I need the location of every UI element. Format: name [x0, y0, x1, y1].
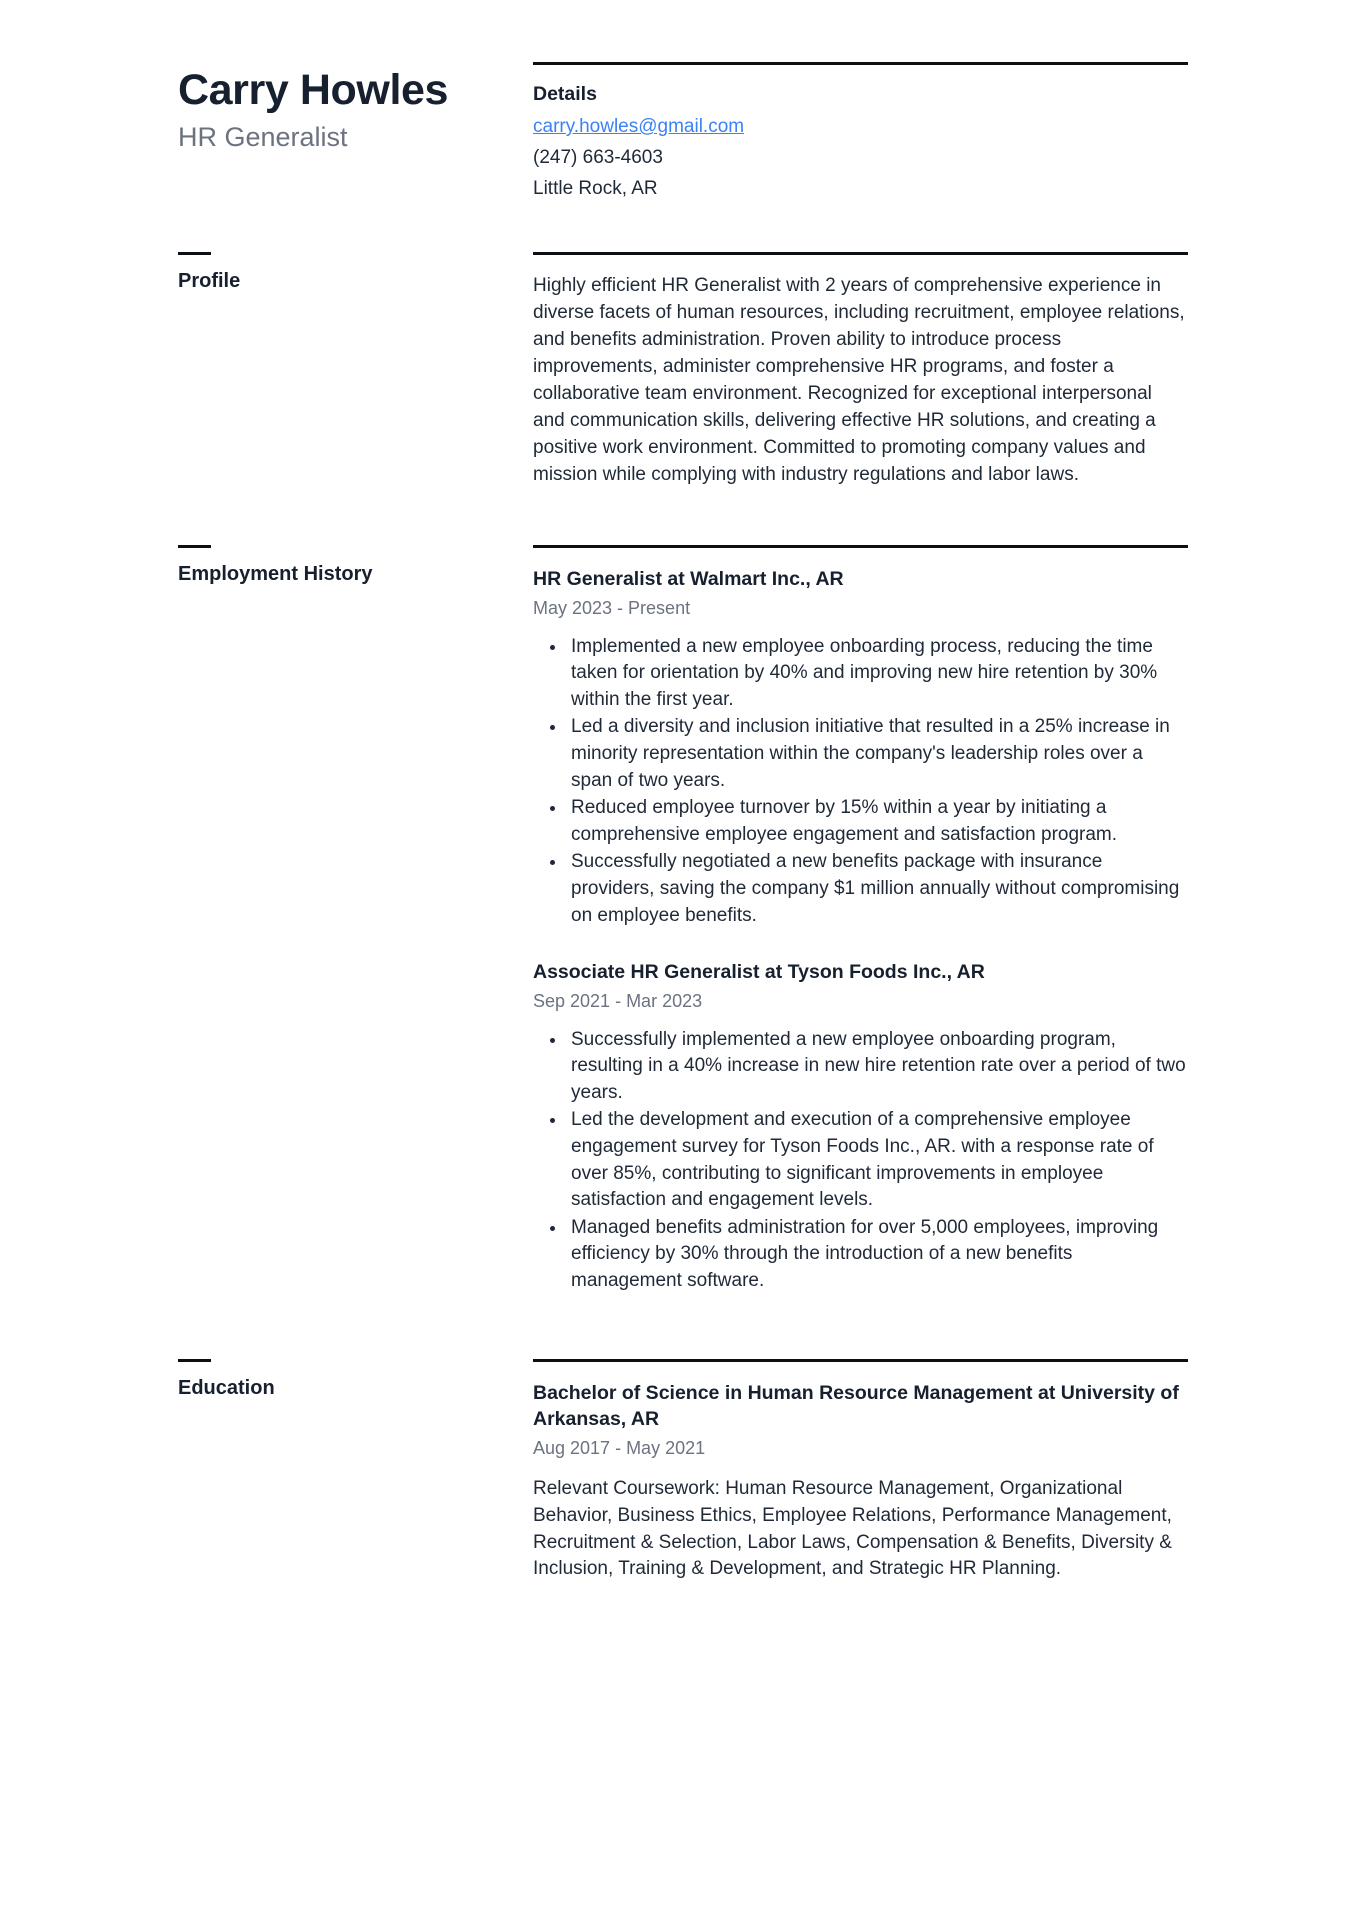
employment-body — [533, 545, 1188, 1299]
employment-label-wrap — [178, 545, 533, 587]
details-location: Little Rock, AR — [533, 177, 658, 199]
list-item: • Successfully implemented a new employee onboarding program, resulting in a 40% increase in new hire retention rate over a period of two years. — [567, 1027, 1188, 1107]
employment-entry-bullets — [533, 1027, 1188, 1295]
profile-label-wrap — [178, 252, 533, 294]
education-rule — [533, 1359, 1188, 1362]
candidate-job-title: HR Generalist — [178, 122, 348, 153]
employment-entry-title: Associate HR Generalist at Tyson Foods Inc., AR — [533, 961, 985, 984]
details-phone: (247) 663-4603 — [533, 146, 663, 168]
list-item: • Managed benefits administration for over 5,000 employees, improving efficiency by 30% through the introduction of a new benefits management software. — [567, 1215, 1188, 1295]
details-column — [533, 62, 1188, 204]
education-section — [178, 1359, 1188, 1588]
employment-entry-bullets — [533, 634, 1188, 930]
profile-section-label: Profile — [178, 270, 241, 293]
education-entry — [533, 1380, 1188, 1584]
list-item: • Implemented a new employee onboarding process, reducing the time taken for orientation by 40% and improving new hire retention by 30% within the first year. — [567, 634, 1188, 714]
email-link[interactable]: carry.howles@gmail.com — [533, 116, 745, 137]
details-block — [533, 83, 1188, 204]
employment-section-label: Employment History — [178, 563, 373, 586]
details-heading: Details — [533, 83, 597, 105]
education-label-wrap — [178, 1359, 533, 1401]
section-dash-icon — [178, 545, 211, 548]
education-section-label: Education — [178, 1376, 275, 1399]
section-dash-icon — [178, 1359, 211, 1362]
resume-container — [178, 62, 1188, 1587]
education-entry-description: Relevant Coursework: Human Resource Management, Organizational Behavior, Business Ethics, Employee Relations, Performance Management, Recruitment & Selection, Labor Laws, Compensation & Benefits, Diversity & Inclusion, Training & Development, and Strategic HR Planning. — [533, 1477, 1172, 1580]
profile-text: Highly efficient HR Generalist with 2 years of comprehensive experience in diverse facets of human resources, including recruitment, employee relations, and benefits administration. Proven ability to introduce process improvements, administer comprehensive HR programs, and foster a collaborative team environment. Recognized for exceptional interpersonal and communication skills, delivering effective HR solutions, and creating a positive work environment. Committed to promoting company values and mission while complying with industry regulations and labor laws. — [533, 275, 1185, 486]
header-section — [178, 62, 1188, 204]
employment-section — [178, 545, 1188, 1299]
employment-entry-title: HR Generalist at Walmart Inc., AR — [533, 568, 844, 591]
education-entry-title: Bachelor of Science in Human Resource Management at University of Arkansas, AR — [533, 1381, 1179, 1431]
employment-entry — [533, 566, 1188, 929]
employment-entry — [533, 959, 1188, 1294]
education-entry-date: Aug 2017 - May 2021 — [533, 1437, 706, 1458]
list-item: • Led the development and execution of a comprehensive employee engagement survey for Tyson Foods Inc., AR. with a response rate of over 85%, contributing to significant improvements in employee satisfaction and engagement levels. — [567, 1107, 1188, 1213]
candidate-name: Carry Howles — [178, 66, 449, 114]
profile-section — [178, 252, 1188, 489]
header-identity — [178, 62, 533, 155]
education-body — [533, 1359, 1188, 1588]
list-item: • Led a diversity and inclusion initiative that resulted in a 25% increase in minority representation within the company's leadership roles over a span of two years. — [567, 714, 1188, 794]
list-item: • Successfully negotiated a new benefits package with insurance providers, saving the company $1 million annually without compromising on employee benefits. — [567, 849, 1188, 929]
employment-entry-date: Sep 2021 - Mar 2023 — [533, 990, 703, 1011]
details-email-row — [533, 112, 1188, 143]
list-item: • Reduced employee turnover by 15% within a year by initiating a comprehensive employee engagement and satisfaction program. — [567, 795, 1188, 848]
employment-rule — [533, 545, 1188, 548]
details-rule — [533, 62, 1188, 65]
employment-entry-date: May 2023 - Present — [533, 597, 691, 618]
section-dash-icon — [178, 252, 211, 255]
profile-body — [533, 252, 1188, 489]
profile-rule — [533, 252, 1188, 255]
